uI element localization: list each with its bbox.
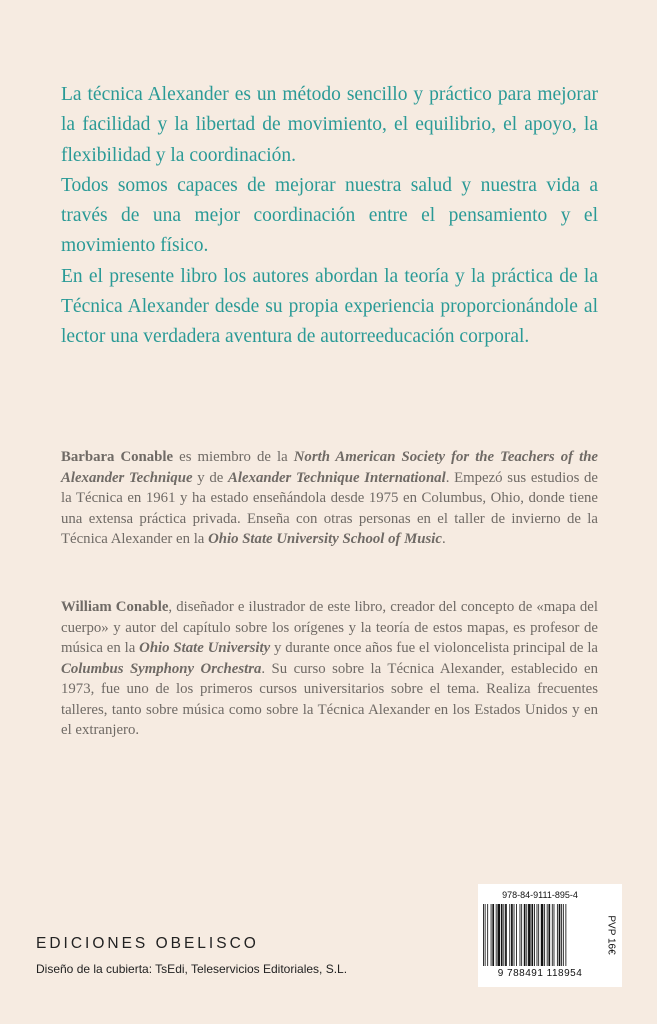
author-name: William Conable (61, 599, 169, 615)
author-name: Barbara Conable (61, 449, 174, 465)
cover-design-credits: Diseño de la cubierta: TsEdi, Teleservicios Editoriales, S.L. (36, 962, 348, 976)
author-bio-barbara (61, 447, 598, 550)
isbn-number: 978-84-9111-895-4 (502, 890, 578, 900)
bio-text: , diseñador e ilustrador de este libro, creador del concepto de «mapa del cuerpo» y autor del capítulo sobre los orígenes y la teoría de estos mapas, es profesor de música en la (61, 599, 598, 656)
blurb-paragraph-3: En el presente libro los autores abordan la teoría y la práctica de la Técnica Alexander desde su propia experiencia proporcionándole al lector una verdadera aventura de autorreeducación corporal. (61, 265, 598, 348)
price-text: PVP 16€ (605, 915, 617, 955)
barcode-panel (478, 884, 622, 987)
author-bio-william (61, 597, 598, 741)
price-label (600, 896, 622, 974)
blurb-paragraph-1: La técnica Alexander es un método sencillo y práctico para mejorar la facilidad y la libertad de movimiento, el equilibrio, el apoyo, la flexibilidad y la coordinación. (61, 84, 598, 166)
ean-number: 9 788491 118954 (497, 968, 583, 979)
organization-name: North American Society for the Teachers of the Alexander Technique (61, 449, 599, 486)
back-cover-blurb (61, 80, 598, 353)
organization-name: Ohio State University (139, 640, 271, 656)
bio-text: . Empezó sus estudios de la Técnica en 1961 y ha estado enseñándola desde 1975 en Columbus, Ohio, donde tiene una extensa práctica privada. Enseña con otras personas en el taller de invierno de la Técnica Alexander en la (61, 469, 599, 547)
bio-text: . (441, 531, 446, 547)
bio-text: . Su curso sobre la Técnica Alexander, establecido en 1973, fue uno de los primeros cursos universitarios sobre el tema. Realiza frecuentes talleres, tanto sobre música como sobre la Técnica Alexander en los Estados Unidos y en el extranjero. (61, 660, 598, 738)
organization-name: Ohio State University School of Music (208, 531, 442, 547)
organization-name: Alexander Technique International (228, 469, 446, 486)
organization-name: Columbus Symphony Orchestra (61, 660, 262, 677)
bio-text: y de (192, 469, 229, 486)
bio-text: es miembro de la (173, 449, 294, 465)
publisher-name: EDICIONES OBELISCO (36, 935, 259, 952)
barcode-icon (483, 904, 597, 966)
blurb-paragraph-2: Todos somos capaces de mejorar nuestra salud y nuestra vida a través de una mejor coordinación entre el pensamiento y el movimiento físico. (61, 174, 598, 257)
bio-text: y durante once años fue el violoncelista principal de la (270, 640, 598, 656)
